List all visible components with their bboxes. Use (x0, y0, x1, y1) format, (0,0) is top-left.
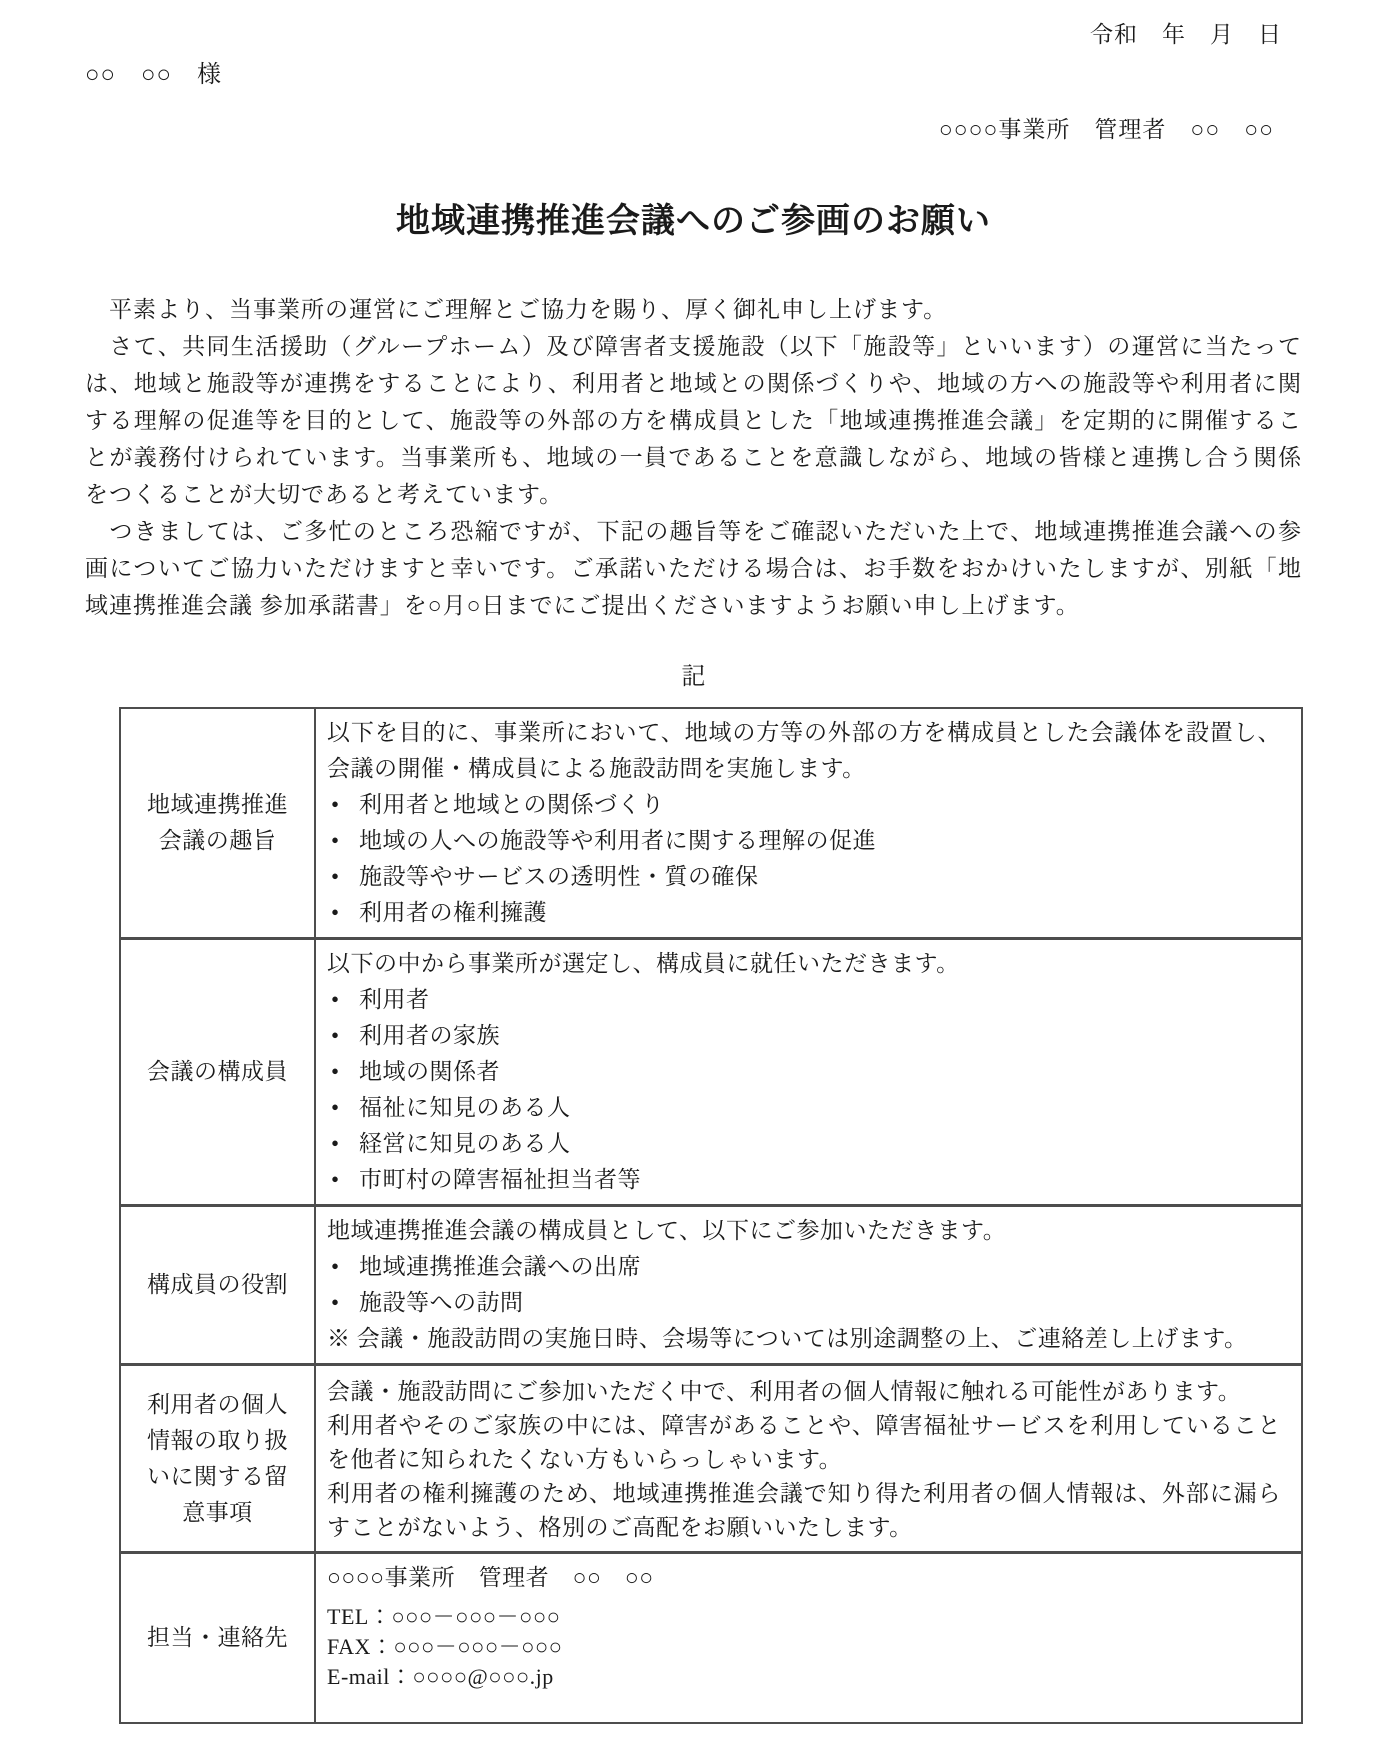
bullet-text: 地域連携推進会議への出席 (359, 1254, 641, 1279)
bullet-icon: • (331, 900, 340, 925)
bullet-text: 経営に知見のある人 (359, 1131, 571, 1156)
sender-line: ○○○○事業所 管理者 ○○ ○○ (938, 117, 1274, 142)
row-paragraph: 会議・施設訪問にご参加いただく中で、利用者の個人情報に触れる可能性があります。 (327, 1379, 1242, 1404)
row-paragraph: 利用者の権利擁護のため、地域連携推進会議で知り得た利用者の個人情報は、外部に漏らすことがないよう、格別のご高配をお願いいたします。 (327, 1481, 1281, 1540)
list-item (327, 1054, 1281, 1090)
bullet-icon: • (331, 1131, 340, 1156)
list-item (327, 1162, 1281, 1198)
bullet-text: 利用者と地域との関係づくり (359, 792, 665, 817)
contact-tel: TEL：○○○－○○○－○○○ (327, 1604, 561, 1629)
contact-office: ○○○○事業所 管理者 ○○ ○○ (327, 1565, 654, 1590)
list-item (327, 859, 1281, 895)
bullet-icon: • (331, 1167, 340, 1192)
bullet-icon: • (331, 792, 340, 817)
list-item (327, 1018, 1281, 1054)
row-label-line: 地域連携推進 (147, 792, 288, 817)
row-intro: 地域連携推進会議の構成員として、以下にご参加いただきます。 (327, 1218, 1007, 1243)
row-label-purpose (120, 708, 315, 939)
row-note: ※ 会議・施設訪問の実施日時、会場等については別途調整の上、ご連絡差し上げます。 (327, 1326, 1248, 1351)
row-label-line: 構成員の役割 (147, 1272, 288, 1297)
list-item (327, 1249, 1281, 1285)
table-row-members (120, 939, 1302, 1206)
list-item (327, 1126, 1281, 1162)
info-table (119, 707, 1303, 1724)
paragraph-request: つきましては、ご多忙のところ恐縮ですが、下記の趣旨等をご確認いただいた上で、地域連携推進会議への参画についてご協力いただけますと幸いです。ご承諾いただける場合は、お手数をおかけいたしますが、別紙「地域連携推進会議 参加承諾書」を○月○日までにご提出くださいますようお願い申し上げます。 (85, 519, 1302, 618)
bullet-icon: • (331, 1095, 340, 1120)
row-content-privacy (315, 1365, 1302, 1553)
paragraph-background: さて、共同生活援助（グループホーム）及び障害者支援施設（以下「施設等」といいます）の運営に当たっては、地域と施設等が連携をすることにより、利用者と地域との関係づくりや、地域の方への施設等や利用者に関する理解の促進等を目的として、施設等の外部の方を構成員とした「地域連携推進会議」を定期的に開催することが義務付けられています。当事業所も、地域の一員であることを意識しながら、地域の皆様と連携し合う関係をつくることが大切であると考えています。 (85, 334, 1302, 507)
contact-fax: FAX：○○○－○○○－○○○ (327, 1634, 563, 1659)
row-label-members (120, 939, 315, 1206)
row-paragraph: 利用者やそのご家族の中には、障害があることや、障害福祉サービスを利用していることを他者に知られたくない方もいらっしゃいます。 (327, 1413, 1281, 1472)
bullet-icon: • (331, 1290, 340, 1315)
bullet-text: 利用者の権利擁護 (359, 900, 547, 925)
table-row-privacy (120, 1365, 1302, 1553)
bullet-text: 地域の人への施設等や利用者に関する理解の促進 (359, 828, 876, 853)
row-label-line: 会議の構成員 (147, 1059, 288, 1084)
row-label-line: 利用者の個人 (147, 1391, 288, 1417)
bullet-text: 利用者 (359, 987, 430, 1012)
row-content-contact (315, 1553, 1302, 1724)
table-row-purpose (120, 708, 1302, 939)
row-content-members (315, 939, 1302, 1206)
list-item (327, 823, 1281, 859)
addressee: ○○ ○○ 様 (85, 62, 222, 88)
list-item (327, 787, 1281, 823)
date-line: 令和 年 月 日 (1090, 22, 1282, 47)
bullet-icon: • (331, 1023, 340, 1048)
row-label-line: 担当・連絡先 (147, 1625, 288, 1650)
table-row-contact (120, 1553, 1302, 1724)
bullet-text: 施設等やサービスの透明性・質の確保 (359, 864, 759, 889)
record-heading: 記 (681, 664, 706, 690)
bullet-text: 利用者の家族 (359, 1023, 500, 1048)
bullet-icon: • (331, 828, 340, 853)
bullet-text: 地域の関係者 (359, 1059, 500, 1084)
bullet-icon: • (331, 987, 340, 1012)
document-title: 地域連携推進会議へのご参画のお願い (396, 202, 991, 240)
bullet-text: 施設等への訪問 (359, 1290, 524, 1315)
row-intro: 以下の中から事業所が選定し、構成員に就任いただきます。 (327, 951, 960, 976)
row-label-line: 情報の取り扱 (147, 1427, 288, 1453)
bullet-icon: • (331, 1059, 340, 1084)
row-label-line: いに関する留 (147, 1463, 288, 1489)
bullet-text: 市町村の障害福祉担当者等 (359, 1167, 641, 1192)
contact-email: E-mail：○○○○@○○○.jp (327, 1664, 554, 1689)
row-label-privacy (120, 1365, 315, 1553)
row-label-contact (120, 1553, 315, 1724)
row-label-roles (120, 1206, 315, 1365)
list-item (327, 1090, 1281, 1126)
row-content-roles (315, 1206, 1302, 1365)
bullet-text: 福祉に知見のある人 (359, 1095, 571, 1120)
paragraph-greeting: 平素より、当事業所の運営にご理解とご協力を賜り、厚く御礼申し上げます。 (85, 297, 948, 322)
list-item (327, 895, 1281, 931)
row-label-line: 会議の趣旨 (158, 828, 277, 853)
list-item (327, 1285, 1281, 1321)
table-row-roles (120, 1206, 1302, 1365)
row-label-line: 意事項 (182, 1499, 253, 1525)
bullet-icon: • (331, 1254, 340, 1279)
list-item (327, 982, 1281, 1018)
row-content-purpose (315, 708, 1302, 939)
row-intro: 以下を目的に、事業所において、地域の方等の外部の方を構成員とした会議体を設置し、会議の開催・構成員による施設訪問を実施します。 (327, 720, 1281, 781)
body-paragraphs (85, 291, 1302, 624)
bullet-icon: • (331, 864, 340, 889)
